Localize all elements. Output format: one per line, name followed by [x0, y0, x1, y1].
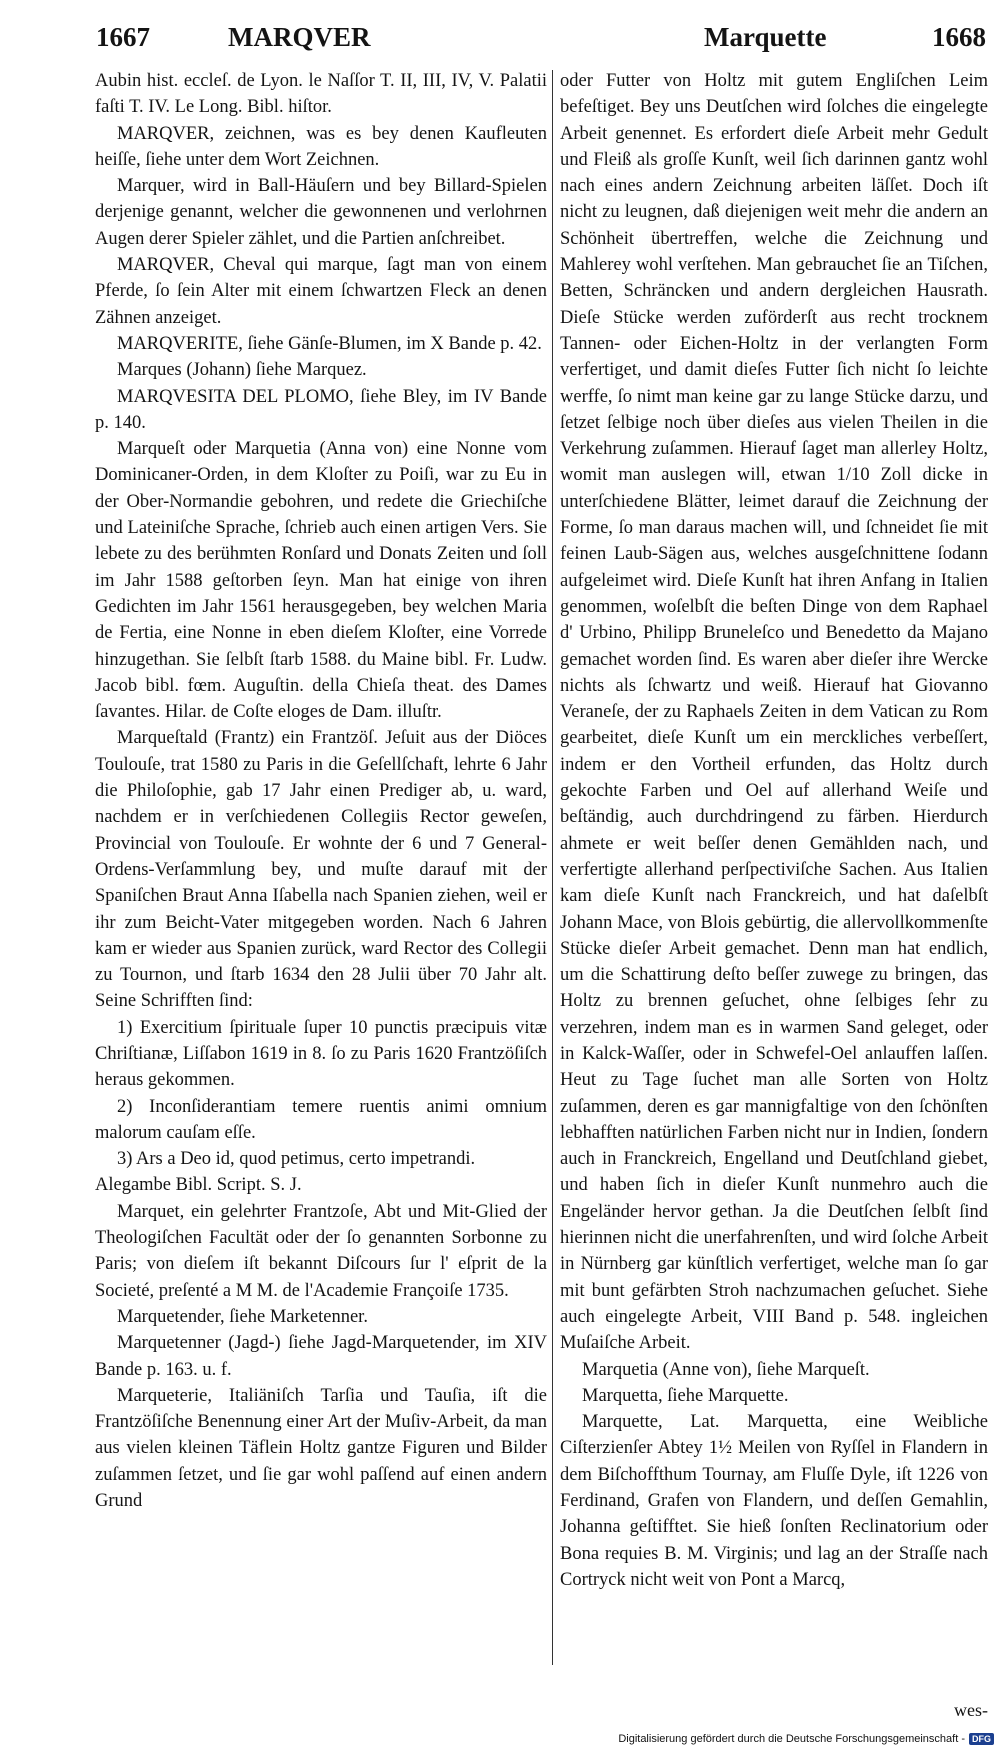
page-header — [96, 14, 986, 58]
entry-paragraph: Marques (Johann) ſiehe Marquez. — [117, 360, 367, 381]
entry-paragraph: Marquette, Lat. Marquetta, eine Weibliche Ciſterzienſer Abtey 1½ Meilen von Ryſſel in Flandern in dem Biſchoffthum Tournay, am Fluſſe Dyle, iſt 1226 von Ferdinand, Grafen von Flandern, und deſſen Gemahlin, Johanna geſtifftet. Sie hieß ſonſten Reclinatorium oder Bona requies B. M. Virginis; und lag an der Straſſe nach Cortryck nicht weit von Pont a Marcq, — [560, 1412, 988, 1590]
entry-paragraph: Marquetenner (Jagd-) ſiehe Jagd-Marquetender, im XIV Bande p. 163. u. f. — [95, 1333, 547, 1380]
entry-paragraph: Marqueterie, Italiäniſch Tarſia und Tauſia, iſt die Frantzöſiſche Benennung einer Art der Muſiv-Arbeit, da man aus vielen kleinen Täflein Holtz gantze Figuren und Bilder zuſammen ſetzet, und ſie gar wohl paſſend auf einen andern Grund — [95, 1385, 547, 1512]
entry-paragraph: Marquet, ein gelehrter Frantzoſe, Abt und Mit-Glied der Theologiſchen Facultät oder der ſo genannten Sorbonne zu Paris; von dieſem iſt bekannt Diſcours ſur l' eſprit de la Societé, preſenté a M M. de l'Academie Françoiſe 1735. — [95, 1201, 547, 1301]
entry-paragraph: oder Futter von Holtz mit gutem Engliſchen Leim befeſtiget. Bey uns Deutſchen wird ſolches die eingelegte Arbeit genennet. Es erfordert dieſe Arbeit mehr Gedult und Fleiß als groſſe Kunſt, weil ſich darinnen gantz wohl nach eines andern Zeichnung arbeiten läſſet. Doch iſt nicht zu leugnen, daß diejenigen weit mehr die andern an Schönheit übertreffen, welche die Zeichnung und Mahlerey wohl verſtehen. Man gebrauchet ſie an Tiſchen, Betten, Schräncken und andern dergleichen Hausrath. Dieſe Stücke werden zuförderſt aus recht trocknem Tannen- oder Eichen-Holtz in der verlangten Form verfertiget, und damit dieſes Futter ſich nicht ſo leichte werffe, ſo nimt man keine gar zu lange Stücke darzu, und ſetzet ſelbige noch über dieſes aus vielen Theilen in die Verkehrung zuſammen. Hierauf ſaget man allerley Holtz, womit man auslegen will, etwan 1/10 Zoll dicke in unterſchiedene Blätter, leimet darauf die Zeichnung der Forme, ſo man daraus machen will, und ſchneidet ſie mit feinen Laub-Sägen aus, welches ausgeſchnittene ſodann aufgeleimet wird. Dieſe Kunſt hat ihren Anfang in Italien genommen, woſelbſt die beſten Dinge von dem Raphael d' Urbino, Philipp Bruneleſco und Benedetto da Majano gemachet worden ſind. Es waren aber dieſer ihre Wercke nichts als ſchwartz und weiß. Hierauf hat Giovanno Veraneſe, der zu Raphaels Zeiten in dem Vatican zu Rom gearbeitet, dieſe Kunſt um ein merckliches verbeſſert, indem er den Vortheil erfunden, das Holtz durch gekochte Farben und Oel auf allerhand Weiſe und beſtändig, auch durchdringend zu färben. Hierdurch ahmete er weit beſſer denen Gemählden nach, und verfertigte allerhand perſpectiviſche Sachen. Aus Italien kam dieſe Kunſt nach Franckreich, und hat daſelbſt Johann Mace, von Blois gebürtig, die allervollkommenſte Stücke dieſer Arbeit gemachet. Denn man hat endlich, um die Schattirung deſto beſſer zuwege zu bringen, das Holtz zu brennen geſuchet, ohne ſelbiges ſehr zu verzehren, indem man es in warmen Sand geleget, oder in Kalck-Waſſer, oder in Schwefel-Oel anlauffen laſſen. Heut zu Tage ſuchet man alle Sorten von Holtz zuſammen, deren es gar mannigfaltige von den ſchönſten lebhafften natürlichen Farben nicht nur in Indien, ſondern auch in Franckreich, Engelland und Deutſchland giebet, und haben ſich in dieſer Kunſt nunmehro auch die Engeländer hervor gethan. Ja die Deutſchen ſelbſt ſind hierinnen nicht die unerfahrenſten, und wird ſolche Arbeit in Nürnberg gar künſtlich verfertiget, welche man ſo gar mit bunt gefärbten Stroh nachzumachen geſuchet. Siehe auch eingelegte Arbeit, VIII Band p. 548. ingleichen Muſaiſche Arbeit. — [560, 71, 988, 1354]
list-item: 2) Inconſiderantiam temere ruentis animi omnium malorum cauſam eſſe. — [95, 1096, 547, 1143]
entry-paragraph: Marqueſtald (Frantz) ein Frantzöſ. Jeſuit aus der Diöces Toulouſe, trat 1580 zu Paris in die Geſellſchaft, lehrte 6 Jahr die Philoſophie, gab 17 Jahr einen Prediger ab, u. ward, nachdem er in verſchiedenen Collegiis Rector geweſen, Provincial von Toulouſe. Er wohnte der 6 und 7 General-Ordens-Verſammlung bey, und muſte darauf mit der Spaniſchen Braut Anna Iſabella nach Spanien ziehen, weil er ihr zum Beicht-Vater mitgegeben worden. Nach 6 Jahren kam er wieder aus Spanien zurück, ward Rector des Collegii zu Tournon, und ſtarb 1634 den 28 Julii über 70 Jahr alt. Seine Schrifften ſind: — [95, 728, 547, 1012]
entry-paragraph: Marquetender, ſiehe Marketenner. — [117, 1306, 368, 1327]
right-column — [560, 68, 988, 1668]
dfg-logo: DFG — [969, 1733, 994, 1745]
left-column — [95, 68, 547, 1668]
running-headword-right: Marquette — [704, 22, 827, 52]
entry-paragraph: Marquetta, ſiehe Marquette. — [582, 1385, 789, 1406]
entry-paragraph: Marquer, wird in Ball-Häuſern und bey Billard-Spielen derjenige genannt, welcher die gewonnenen und verlohrnen Augen derer Spieler zählet, und die Partien anſchreibet. — [95, 176, 547, 249]
entry-paragraph: MARQVER, Cheval qui marque, ſagt man von einem Pferde, ſo ſein Alter mit einem ſchwartzen Fleck an denen Zähnen anzeiget. — [95, 255, 547, 328]
entry-paragraph: MARQVERITE, ſiehe Gänſe-Blumen, im X Bande p. 42. — [117, 333, 542, 354]
citation: Alegambe Bibl. Script. S. J. — [95, 1175, 302, 1196]
page-number-right: 1668 — [932, 22, 986, 52]
footer-text: Digitalisierung gefördert durch die Deutsche Forschungsgemeinschaft - — [618, 1733, 965, 1745]
catchword: wes- — [954, 1700, 988, 1720]
digitization-footer — [618, 1733, 994, 1745]
column-divider — [552, 70, 553, 1665]
entry-paragraph: MARQVER, zeichnen, was es bey denen Kaufleuten heiſſe, ſiehe unter dem Wort Zeichnen. — [95, 123, 547, 170]
entry-paragraph: Marquetia (Anne von), ſiehe Marqueſt. — [582, 1359, 870, 1380]
entry-paragraph: Aubin hist. eccleſ. de Lyon. le Naſſor T. II, III, IV, V. Palatii faſti T. IV. Le Long. Bibl. hiſtor. — [95, 71, 547, 118]
running-headword-left: MARQVER — [228, 22, 371, 52]
list-item: 3) Ars a Deo id, quod petimus, certo impetrandi. — [117, 1149, 476, 1170]
page-number-left: 1667 — [96, 22, 150, 52]
entry-paragraph: Marqueſt oder Marquetia (Anna von) eine Nonne vom Dominicaner-Orden, in dem Kloſter zu Poiſi, war zu Eu in der Ober-Normandie gebohren, und redete die Griechiſche und Lateiniſche Sprache, ſchrieb auch einen artigen Vers. Sie lebete zu des berühmten Ronſard und Donats Zeiten und ſoll im Jahr 1588 geſtorben ſeyn. Man hat einige von ihren Gedichten im Jahr 1561 herausgegeben, bey welchen Maria de Fertia, eine Nonne in eben dieſem Kloſter, eine Vorrede hinzugethan. Sie ſelbſt ſtarb 1588. du Maine bibl. Fr. Ludw. Jacob bibl. fœm. Auguſtin. della Chieſa theat. des Dames ſavantes. Hilar. de Coſte eloges de Dam. illuſtr. — [95, 439, 547, 723]
entry-paragraph: MARQVESITA DEL PLOMO, ſiehe Bley, im IV Bande p. 140. — [95, 386, 547, 433]
list-item: 1) Exercitium ſpirituale ſuper 10 punctis præcipuis vitæ Chriſtianæ, Liſſabon 1619 in 8. ſo zu Paris 1620 Frantzöſiſch heraus gekommen. — [95, 1017, 547, 1091]
